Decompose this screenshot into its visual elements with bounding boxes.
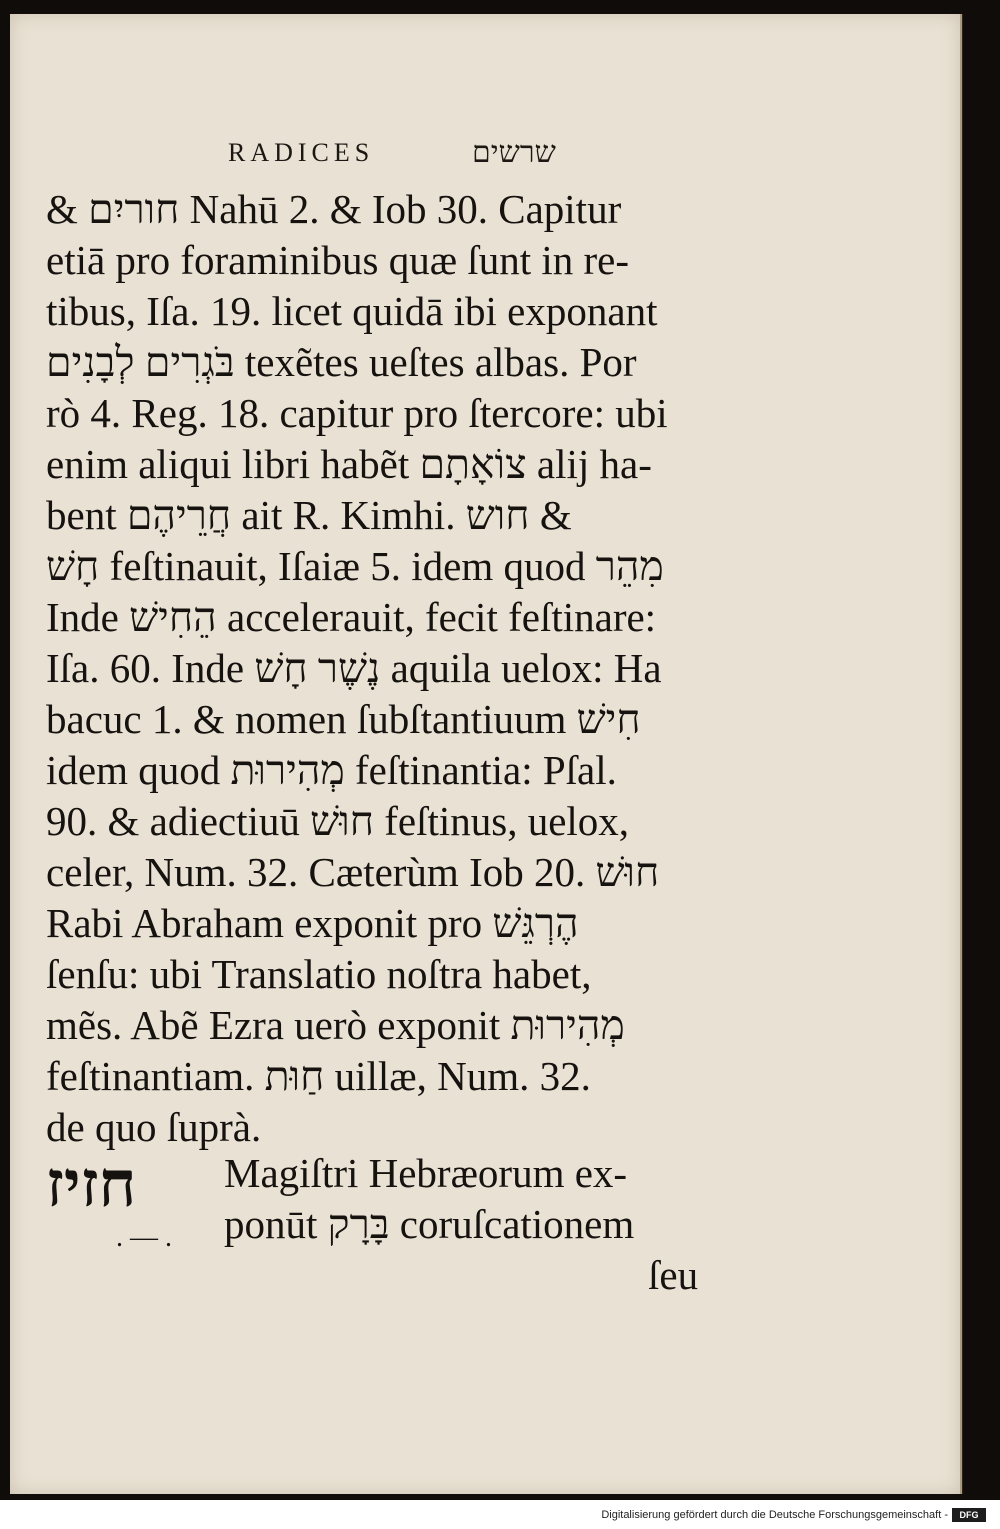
- text-line: rò 4. Reg. 18. capitur pro ſtercore: ubi: [46, 390, 668, 436]
- text-line: 90. & adiectiuū חוּשׁ feſtinus, uelox,: [46, 798, 630, 844]
- entry-line: Magiſtri Hebræorum ex-: [224, 1150, 628, 1196]
- text-line: בֹּגְרִים לְבָנִים texẽtes ueſtes albas. Por: [46, 339, 637, 385]
- text-line: bacuc 1. & nomen ſubſtantiuum חִישׁ: [46, 696, 641, 742]
- text-line: ſenſu: ubi Translatio noſtra habet,: [46, 951, 592, 997]
- book-page: [10, 14, 962, 1494]
- entry-line: ſeu: [648, 1252, 699, 1298]
- text-line: mẽs. Abẽ Ezra uerò exponit מְהִירוּת: [46, 1002, 625, 1048]
- text-line: bent חֲרֵיהֶם ait R. Kimhi. חוש &: [46, 492, 572, 538]
- text-line: tibus, Iſa. 19. licet quidā ibi exponant: [46, 288, 658, 334]
- running-head-latin: RADICES: [228, 138, 375, 167]
- footer-credit: Digitalisierung gefördert durch die Deutsche Forschungsgemeinschaft -: [601, 1509, 948, 1521]
- text-line: de quo ſuprà.: [46, 1104, 262, 1150]
- entry-head-word: חזיז: [46, 1149, 137, 1220]
- text-line: etiā pro foraminibus quæ ſunt in re-: [46, 237, 629, 283]
- text-line: celer, Num. 32. Cæterùm Iob 20. חוּשׁ: [46, 849, 660, 895]
- running-head: [10, 132, 960, 172]
- text-line: & חוריִם Nahū 2. & Iob 30. Capitur: [46, 186, 622, 232]
- text-line: Rabi Abraham exponit pro הֶרְגֵּשׁ: [46, 900, 579, 946]
- entry-block: [46, 1144, 736, 1304]
- entry-marks: . — .: [116, 1222, 172, 1253]
- digitization-footer: [0, 1500, 1000, 1529]
- text-line: enim aliqui libri habẽt צוֹאָתָם alij ha-: [46, 441, 652, 487]
- text-line: Iſa. 60. Inde נֶשֶׁר חָשׁ aquila uelox: Ha: [46, 645, 662, 691]
- entry-line: ponūt בָּרָק coruſcationem: [224, 1201, 635, 1247]
- dfg-logo: DFG: [952, 1508, 986, 1522]
- text-line: Inde הֵחִישׁ accelerauit, fecit feſtinare:: [46, 594, 657, 640]
- text-line: feſtinantiam. חַוּת uillæ, Num. 32.: [46, 1053, 591, 1099]
- text-line: חָשׁ feſtinauit, Iſaiæ 5. idem quod מִהֵר: [46, 543, 664, 589]
- text-line: idem quod מְהִירוּת feſtinantia: Pſal.: [46, 747, 617, 793]
- body-text: [46, 184, 736, 1153]
- running-head-hebrew: שרשים: [472, 136, 556, 169]
